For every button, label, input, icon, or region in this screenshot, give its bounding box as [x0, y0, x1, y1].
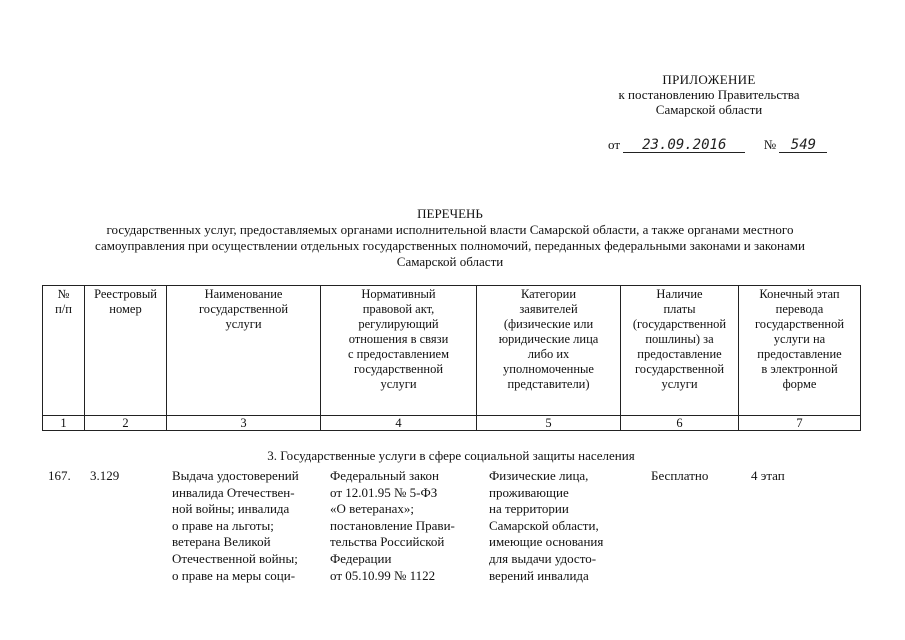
services-table	[42, 285, 861, 431]
entry-legal-act: Федеральный закон от 12.01.95 № 5-ФЗ «О ветеранах»; постановление Прави- тельства Российской Федерации от 05.10.99 № 1122	[330, 468, 455, 583]
annex-line-3: Самарской области	[655, 102, 763, 117]
column-number: 5	[477, 416, 621, 431]
header-index: № п/п	[43, 286, 85, 416]
column-number: 4	[321, 416, 477, 431]
column-number: 2	[85, 416, 167, 431]
header-legal-act: Нормативный правовой акт, регулирующий отношения в связи с предоставлением государственной услуги	[321, 286, 477, 416]
header-applicants: Категории заявителей (физические или юридические лица либо их уполномоченные представители)	[477, 286, 621, 416]
column-number: 6	[621, 416, 739, 431]
header-fee: Наличие платы (государственной пошлины) за предоставление государственной услуги	[621, 286, 739, 416]
header-final-stage: Конечный этап перевода государственной услуги на предоставление в электронной форме	[739, 286, 861, 416]
column-number: 7	[739, 416, 861, 431]
heading-title: ПЕРЕЧЕНЬ	[417, 206, 483, 221]
entry-service-name: Выдача удостоверений инвалида Отечествен- ной войны; инвалида о праве на льготы; ветерана Великой Отечественной войны; о праве на меры соци-	[172, 468, 299, 583]
date-label: от	[608, 137, 621, 152]
column-number-row	[43, 416, 861, 431]
entry-registry-number: 3.129	[90, 468, 120, 483]
heading-line-1: государственных услуг, предоставляемых органами исполнительной власти Самарской области, а также органами местного	[106, 222, 794, 237]
handwritten-date: 23.09.2016	[623, 138, 745, 153]
annex-block	[598, 72, 820, 117]
entry-applicants: Физические лица, проживающие на территории Самарской области, имеющие основания для выдачи удосто- верений инвалида	[489, 468, 604, 583]
column-number: 1	[43, 416, 85, 431]
document-heading	[40, 206, 860, 270]
section-title: 3. Государственные услуги в сфере социальной защиты населения	[267, 448, 635, 463]
signature-line	[608, 137, 827, 153]
number-label: №	[763, 137, 777, 152]
annex-title: ПРИЛОЖЕНИЕ	[662, 72, 756, 87]
header-registry-number: Реестровый номер	[85, 286, 167, 416]
entry-final-stage: 4 этап	[751, 468, 785, 483]
heading-line-3: Самарской области	[396, 254, 504, 269]
heading-line-2: самоуправления при осуществлении отдельных государственных полномочий, переданных федеральными законами и законами	[95, 238, 805, 253]
table-header-row	[43, 286, 861, 416]
entry-index: 167.	[48, 468, 71, 483]
entry-fee: Бесплатно	[651, 468, 709, 483]
column-number: 3	[167, 416, 321, 431]
header-service-name: Наименование государственной услуги	[167, 286, 321, 416]
handwritten-number: 549	[779, 138, 827, 153]
annex-line-2: к постановлению Правительства	[618, 87, 800, 102]
